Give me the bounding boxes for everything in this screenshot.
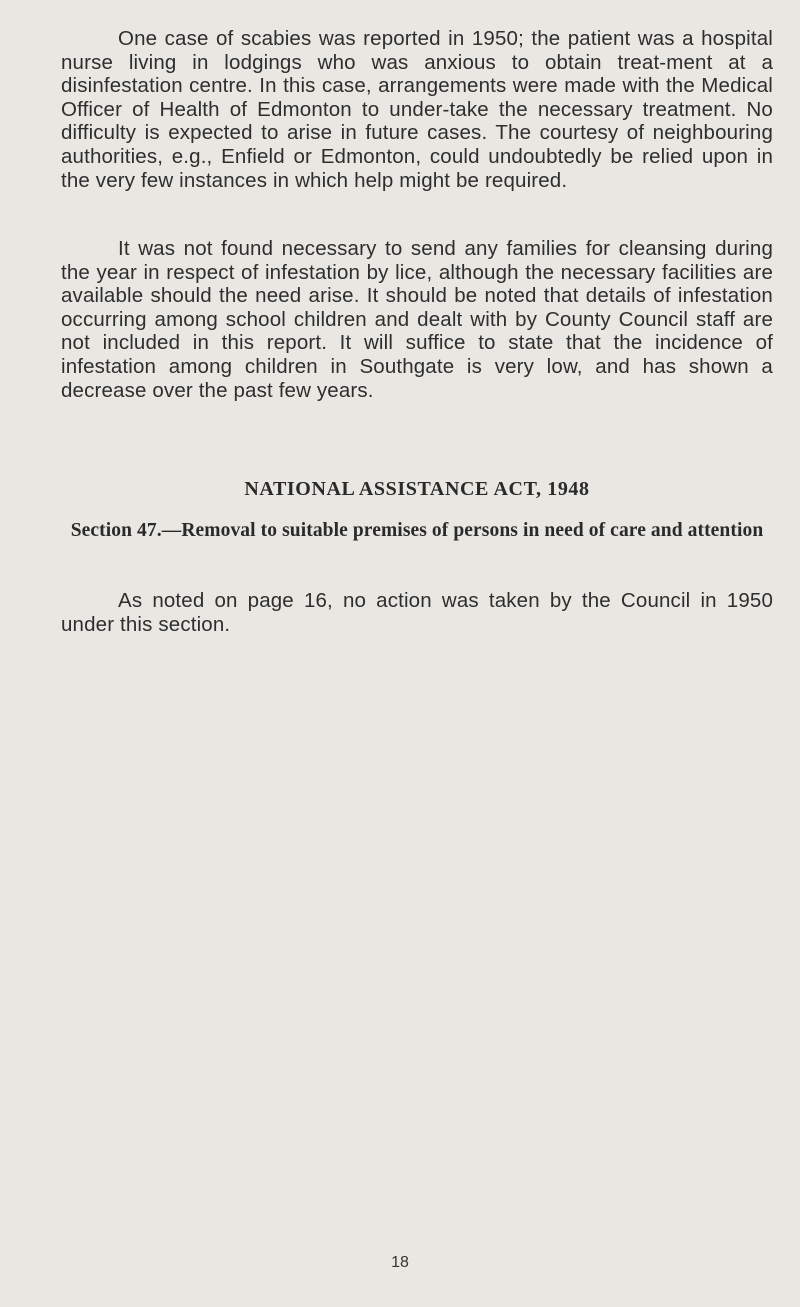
paragraph-lice [61, 237, 773, 402]
paragraph-lice-text: It was not found necessary to send any families for cleansing during the year in respect of infestation by lice, although the necessary facilities are available should the need arise. It should be noted that details of infestation occurring among school children and dealt with by County Council staff are not included in this report. It will suffice to state that the incidence of infestation among children in Southgate is very low, and has shown a decrease over the past few years. [61, 237, 773, 402]
paragraph-scabies [61, 27, 773, 192]
paragraph-scabies-text: One case of scabies was reported in 1950; the patient was a hospital nurse living in lodgings who was anxious to obtain treat-ment at a disinfestation centre. In this case, arrangements were made with the Medical Officer of Health of Edmonton to under-take the necessary treatment. No difficulty is expected to arise in future cases. The courtesy of neighbouring authorities, e.g., Enfield or Edmonton, could undoubtedly be relied upon in the very few instances in which help might be required. [61, 27, 773, 192]
paragraph-section47 [61, 589, 773, 636]
act-heading: NATIONAL ASSISTANCE ACT, 1948 [244, 478, 590, 500]
section-heading: Section 47.—Removal to suitable premises of persons in need of care and attention [70, 520, 764, 541]
page-number: 18 [391, 1254, 409, 1271]
paragraph-section47-text: As noted on page 16, no action was taken by the Council in 1950 under this section. [61, 589, 773, 636]
